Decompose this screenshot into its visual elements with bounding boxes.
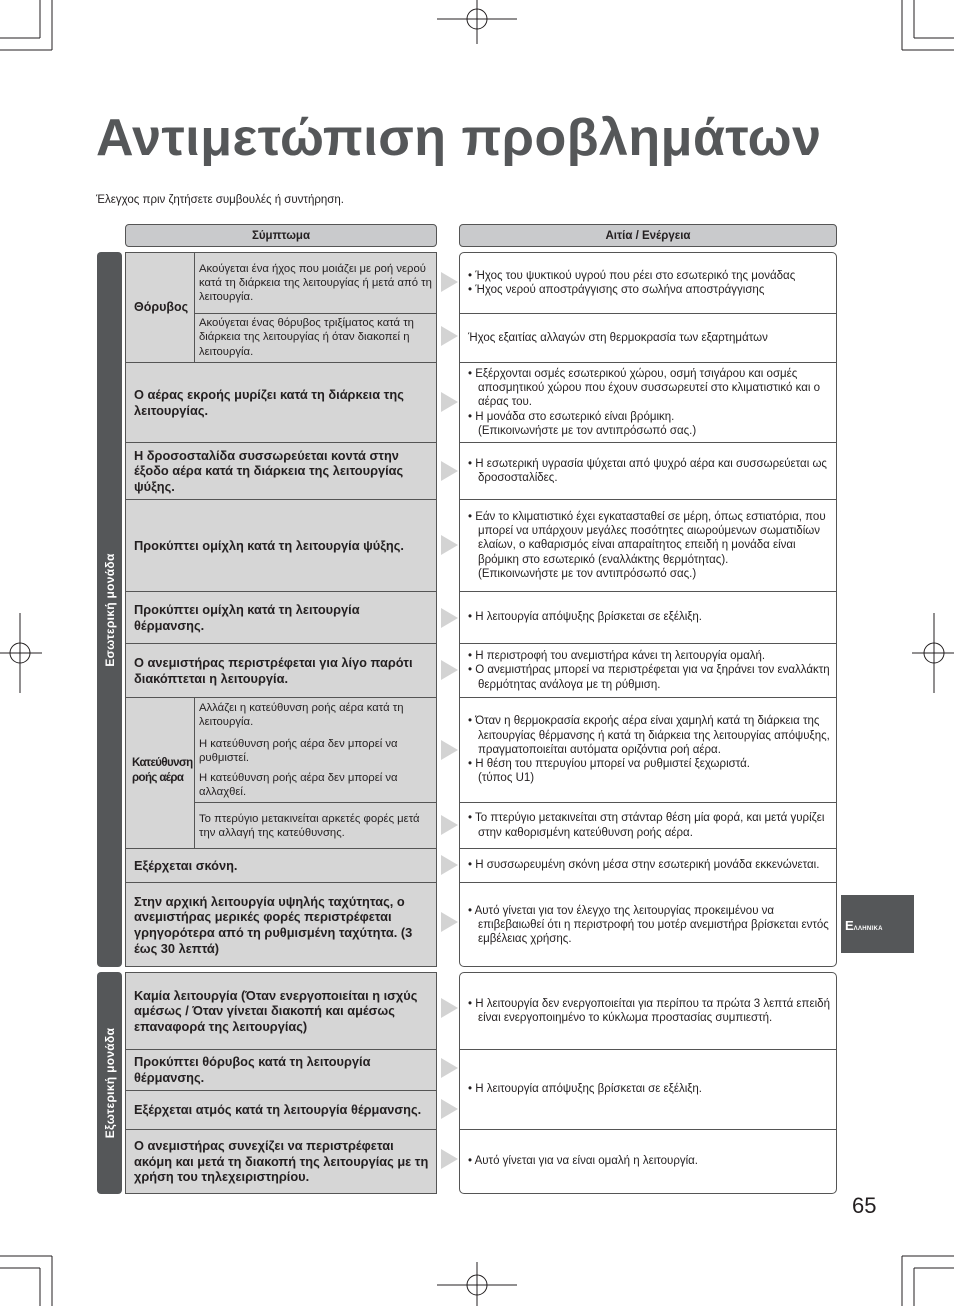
arrow-icon [441, 1099, 458, 1119]
page-number: 65 [852, 1193, 877, 1218]
cause-dust: • Η συσσωρευμένη σκόνη μέσα στην εσωτερική μονάδα εκκενώνεται. [468, 859, 820, 872]
symptom-odor: Ο αέρας εκροής μυρίζει κατά τη διάρκεια της λειτουργίας. [134, 386, 404, 418]
symptom-noise-heating: Προκύπτει θόρυβος κατά τη λειτουργία θέρμανσης. [134, 1054, 371, 1085]
cause-noise-2: Ήχος εξαιτίας αλλαγών στη θερμοκρασία των εξαρτημάτων [468, 331, 768, 344]
cause-header: Αιτία / Ενέργεια [459, 224, 837, 247]
cause-high-speed: • Αυτό γίνεται για τον έλεγχο της λειτουργίας προκειμένου να επιβεβαιωθεί ότι η περιστροφή του μοτέρ ανεμιστήρα βρίσκεται εντός εμβέλειας χρήσης. [468, 904, 829, 946]
outdoor-cause-column [459, 972, 837, 1194]
arrow-icon [441, 272, 458, 292]
arrow-icon [441, 1149, 458, 1169]
arrow-icon [441, 535, 458, 555]
outdoor-unit-label: Εξωτερική μονάδα [102, 1027, 117, 1139]
language-tab [841, 895, 914, 953]
outdoor-symptom-column [125, 972, 437, 1194]
page-title: Αντιμετώπιση προβλημάτων [96, 109, 822, 167]
arrow-icon [441, 461, 458, 481]
arrow-icon [441, 608, 458, 628]
symptom-water-flow-sound: Ακούγεται ένα ήχος που μοιάζει με ροή νερού κατά τη διάρκεια της λειτουργίας ή μετά από τη λειτουργία. [199, 262, 432, 304]
cause-item: • Ήχος νερού αποστράγγισης στο σωλήνα αποστράγγισης [468, 284, 765, 296]
symptom-fan-rotates: Ο ανεμιστήρας περιστρέφεται για λίγο παρότι διακόπτεται η λειτουργία. [134, 654, 413, 686]
symptom-airflow-not-changeable: Η κατεύθυνση ροής αέρα δεν μπορεί να αλλαχθεί. [199, 771, 398, 798]
symptom-dew: Η δροσοσταλίδα συσσωρεύεται κοντά στην έξοδο αέρα κατά τη διάρκεια της λειτουργίας ψύξης. [134, 447, 404, 494]
indoor-unit-label: Εσωτερική μονάδα [102, 552, 117, 667]
symptom-louver-moves: Το πτερύγιο μετακινείται αρκετές φορές μετά την αλλαγή της κατεύθυνσης. [199, 812, 420, 839]
cause-no-operation: • Η λειτουργία δεν ενεργοποιείται για περίπου τα πρώτα 3 λεπτά επειδή είναι ενεργοποιημένο το κύκλωμα προστασίας συμπιεστή. [468, 997, 830, 1024]
airflow-label-line2: ροής αέρα [132, 772, 184, 784]
arrow-icon [441, 912, 458, 932]
indoor-unit-section [97, 252, 122, 967]
cause-item: • Ήχος του ψυκτικού υγρού που ρέει στο εσωτερικό της μονάδας [468, 269, 796, 282]
arrow-icon [441, 855, 458, 875]
outdoor-unit-section [97, 972, 122, 1194]
arrow-icon [441, 815, 458, 835]
intro-text: Έλεγχος πριν ζητήσετε συμβουλές ή συντήρηση. [96, 194, 344, 206]
symptom-mist-cooling: Προκύπτει ομίχλη κατά τη λειτουργία ψύξης. [134, 537, 404, 553]
arrow-icon [441, 998, 458, 1018]
cause-mist-cooling: • Εάν το κλιματιστικό έχει εγκατασταθεί σε μέρη, όπως εστιατόρια, που μπορεί να υπάρχουν μεγάλες ποσότητες αιωρούμενων σωματιδίων ελαίων, ο καθαρισμός είναι απαραίτητος επειδή η μονάδα είναι βρόμικη στο εσωτερικό (εναλλάκτης θερμότητας). (Επικοινωνήστε με τον αντιπρόσωπό σας.) [468, 510, 826, 580]
cause-fan-rotates: • Η περιστροφή του ανεμιστήρα κάνει τη λειτουργία ομαλή. • Ο ανεμιστήρας μπορεί να περιστρέφεται για να ξηράνει τον εναλλάκτη θερμότητας ανάλογα με τη ρύθμιση. [468, 650, 830, 691]
symptom-cracking-sound: Ακούγεται ένας θόρυβος τριξίματος κατά τη διάρκεια της λειτουργίας ή όταν διακοπεί η λειτουργία. [199, 317, 414, 358]
cause-fan-continues: • Αυτό γίνεται για να είναι ομαλή η λειτουργία. [468, 1155, 699, 1168]
cause-dew: • Η εσωτερική υγρασία ψύχεται από ψυχρό αέρα και συσσωρεύεται ως δροσοσταλίδες. [468, 457, 827, 484]
language-tab-initial: E [845, 918, 854, 933]
noise-category: Θόρυβος [134, 300, 189, 315]
symptom-no-operation: Καμία λειτουργία (Όταν ενεργοποιείται η ισχύς αμέσως / Όταν γίνεται διακοπή και αμέσως επαναφορά της λειτουργίας) [134, 987, 418, 1034]
arrow-icon [441, 392, 458, 412]
symptom-fan-continues: Ο ανεμιστήρας συνεχίζει να περιστρέφεται ακόμη και μετά τη διακοπή της λειτουργίας με τη χρήση του τηλεχειριστηρίου. [134, 1138, 429, 1185]
arrow-icon [441, 660, 458, 680]
cause-noise-1 [460, 253, 836, 313]
arrow-icon [441, 1058, 458, 1078]
language-tab-rest: ΛΛΗΝΙΚΑ [853, 926, 883, 932]
symptom-header: Σύμπτωμα [125, 224, 437, 247]
indoor-symptom-column [125, 252, 437, 967]
symptom-mist-heating: Προκύπτει ομίχλη κατά τη λειτουργία θέρμανσης. [134, 601, 360, 633]
symptom-dust: Εξέρχεται σκόνη. [134, 857, 238, 873]
indoor-cause-column [459, 252, 837, 967]
cause-defrost: • Η λειτουργία απόψυξης βρίσκεται σε εξέλιξη. [468, 1083, 702, 1096]
cause-louver: • Το πτερύγιο μετακινείται στη στάνταρ θέση μία φορά, και μετά γυρίζει στην καθορισμένη κατεύθυνση ροής αέρα. [468, 812, 825, 839]
airflow-category [132, 698, 194, 848]
arrow-icon [441, 740, 458, 760]
arrow-icon [441, 326, 458, 346]
symptom-airflow-changes: Αλλάζει η κατεύθυνση ροής αέρα κατά τη λειτουργία. [199, 701, 404, 728]
airflow-label-line1: Κατεύθυνση [132, 757, 193, 769]
cause-odor: • Εξέρχονται οσμές εσωτερικού χώρου, οσμή τσιγάρου και οσμές αποσμητικού χώρου που έχουν συσσωρευτεί στο κλιματιστικό και ο αέρας του. • Η μονάδα στο εσωτερικό είναι βρόμικη. (Επικοινωνήστε με τον αντιπρόσωπό σας.) [468, 367, 821, 437]
symptom-airflow-not-adjustable: Η κατεύθυνση ροής αέρα δεν μπορεί να ρυθμιστεί. [199, 737, 398, 764]
symptom-high-speed: Στην αρχική λειτουργία υψηλής ταχύτητας, ο ανεμιστήρας μερικές φορές περιστρέφεται γρηγορότερα από τη ρυθμισμένη ταχύτητα. (3 έως 30 λεπτά) [134, 893, 413, 956]
cause-mist-heating: • Η λειτουργία απόψυξης βρίσκεται σε εξέλιξη. [468, 611, 702, 624]
cause-airflow: • Όταν η θερμοκρασία εκροής αέρα είναι χαμηλή κατά τη διάρκεια της λειτουργίας θέρμανσης ή κατά τη διάρκεια της λειτουργίας απόψυξης, πραγματοποιείται αυτόματα οριζόντια ροή αέρα. • Η θέση του πτερυγίου μπορεί να ρυθμιστεί ξεχωριστά. (τύπος U1) [468, 715, 830, 785]
symptom-steam-heating: Εξέρχεται ατμός κατά τη λειτουργία θέρμανσης. [134, 1102, 422, 1118]
